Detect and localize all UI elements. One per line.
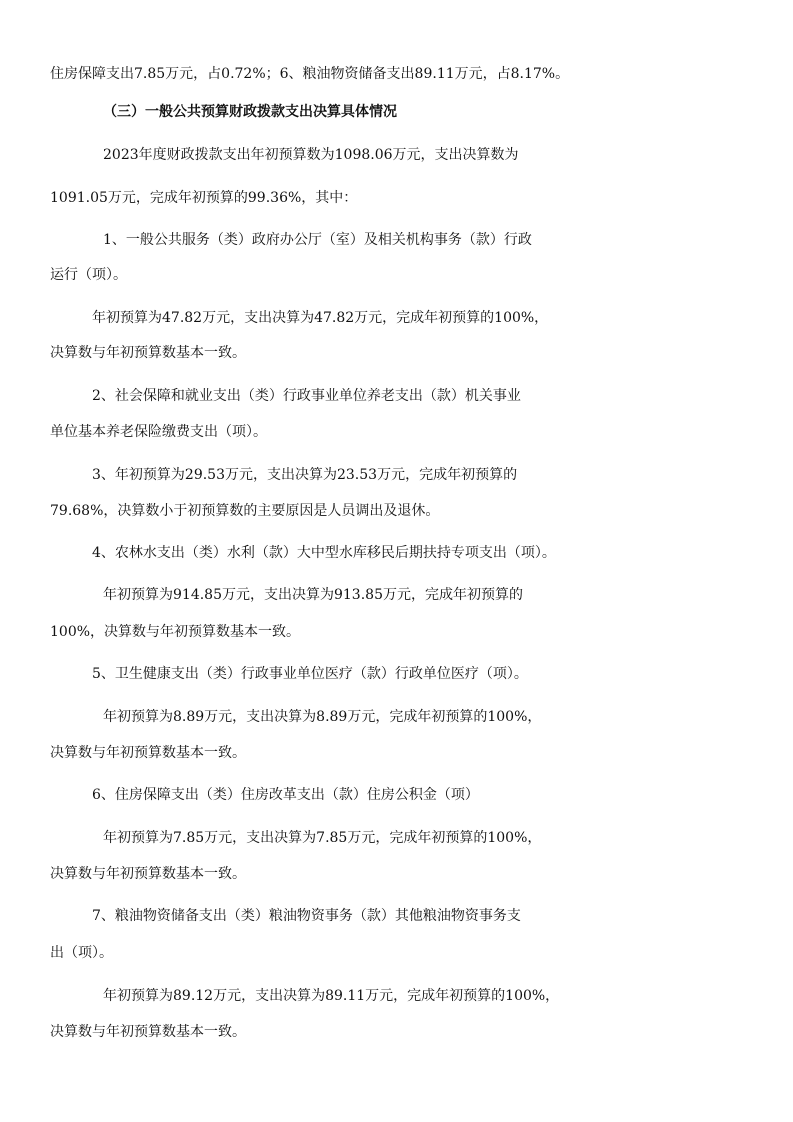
paragraph-line: 决算数与年初预算数基本一致。 — [50, 1024, 246, 1040]
item-heading: 4、农林水支出（类）水利（款）大中型水库移民后期扶持专项支出（项）。 — [92, 545, 556, 561]
section-heading: （三）一般公共预算财政拨款支出决算具体情况 — [103, 104, 397, 120]
paragraph-line: 年初预算为89.12万元，支出决算为89.11万元，完成年初预算的100%， — [103, 988, 560, 1004]
paragraph-line: 年初预算为7.85万元，支出决算为7.85万元，完成年初预算的100%， — [103, 830, 542, 846]
item-heading: 7、粮油物资储备支出（类）粮油物资事务（款）其他粮油物资事务支 — [92, 908, 521, 924]
item-heading: 出（项）。 — [50, 945, 113, 961]
paragraph-line: 年初预算为914.85万元，支出决算为913.85万元，完成年初预算的 — [103, 587, 523, 603]
paragraph-line: 年初预算为47.82万元，支出决算为47.82万元，完成年初预算的100%， — [92, 310, 549, 326]
paragraph-line: 79.68%，决算数小于初预算数的主要原因是人员调出及退休。 — [50, 503, 440, 519]
item-heading: 运行（项）。 — [50, 267, 127, 283]
item-heading: 1、一般公共服务（类）政府办公厅（室）及相关机构事务（款）行政 — [103, 232, 532, 248]
paragraph-line: 住房保障支出7.85万元，占0.72%；6、粮油物资储备支出89.11万元，占8.17%。 — [50, 66, 570, 82]
paragraph-line: 决算数与年初预算数基本一致。 — [50, 345, 246, 361]
paragraph-line: 决算数与年初预算数基本一致。 — [50, 866, 246, 882]
item-heading: 6、住房保障支出（类）住房改革支出（款）住房公积金（项） — [92, 787, 479, 803]
paragraph-line: 1091.05万元，完成年初预算的99.36%，其中： — [50, 190, 358, 206]
paragraph-line: 3、年初预算为29.53万元，支出决算为23.53万元，完成年初预算的 — [92, 467, 518, 483]
item-heading: 单位基本养老保险缴费支出（项）。 — [50, 424, 267, 440]
paragraph-line: 年初预算为8.89万元，支出决算为8.89万元，完成年初预算的100%， — [103, 709, 542, 725]
item-heading: 5、卫生健康支出（类）行政事业单位医疗（款）行政单位医疗（项）。 — [92, 666, 528, 682]
paragraph-line: 100%，决算数与年初预算数基本一致。 — [50, 624, 301, 640]
paragraph-line: 决算数与年初预算数基本一致。 — [50, 745, 246, 761]
item-heading: 2、社会保障和就业支出（类）行政事业单位养老支出（款）机关事业 — [92, 388, 521, 404]
paragraph-line: 2023年度财政拨款支出年初预算数为1098.06万元，支出决算数为 — [103, 147, 519, 163]
